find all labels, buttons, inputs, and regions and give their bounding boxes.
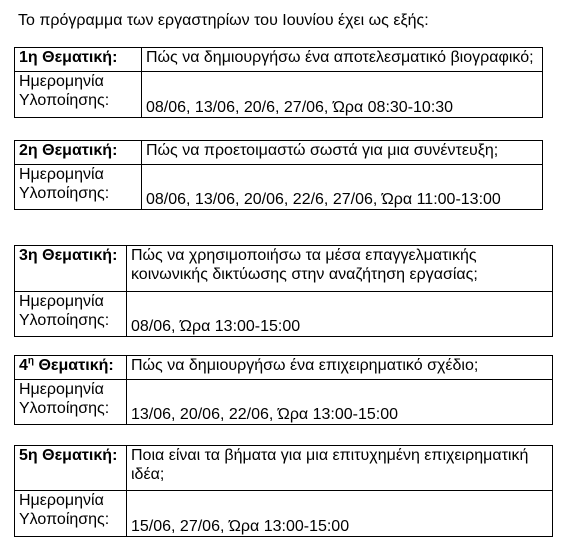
date-value xyxy=(127,380,553,425)
date-label-line2: Υλοποίησης: xyxy=(19,92,110,109)
topic-label-rest: Θεματική: xyxy=(34,357,114,374)
date-label-line1: Ημερομηνία xyxy=(19,166,104,183)
workshop-5-table xyxy=(14,445,553,537)
topic-value: Πώς να προετοιμαστώ σωστά για μια συνέντευξη; xyxy=(142,141,543,165)
topic-value: Πώς να δημιουργήσω ένα επιχειρηματικό σχέδιο; xyxy=(127,356,553,380)
topic-value: Πώς να χρησιμοποιήσω τα μέσα επαγγελματικής κοινωνικής δικτύωσης στην αναζήτηση εργασίας; xyxy=(127,246,553,292)
date-value xyxy=(127,292,553,337)
date-row xyxy=(15,165,543,210)
topic-value: Πώς να δημιουργήσω ένα αποτελεσματικό βιογραφικό; xyxy=(142,48,543,72)
topic-label-superscript: η xyxy=(27,355,35,367)
topic-label xyxy=(15,356,127,380)
topic-value: Ποια είναι τα βήματα για μια επιτυχημένη επιχειρηματική ιδέα; xyxy=(127,446,553,491)
date-label xyxy=(15,165,142,210)
topic-label: 1η Θεματική: xyxy=(15,48,142,72)
topic-row xyxy=(15,446,553,491)
workshop-3-table xyxy=(14,245,553,337)
topic-row xyxy=(15,141,543,165)
topic-label-number: 4 xyxy=(19,357,28,374)
date-row xyxy=(15,491,553,537)
topic-row xyxy=(15,356,553,380)
date-label-line2: Υλοποίησης: xyxy=(19,185,110,202)
date-label-line1: Ημερομηνία xyxy=(19,492,104,509)
topic-label: 5η Θεματική: xyxy=(15,446,127,491)
date-label xyxy=(15,491,127,537)
topic-label: 3η Θεματική: xyxy=(15,246,127,292)
date-value xyxy=(142,72,543,118)
date-value-text: 13/06, 20/06, 22/06, Ώρα 13:00-15:00 xyxy=(131,406,399,423)
date-label-line1: Ημερομηνία xyxy=(19,293,104,310)
date-value xyxy=(127,491,553,537)
date-label-line1: Ημερομηνία xyxy=(19,381,104,398)
date-value-text: 08/06, Ώρα 13:00-15:00 xyxy=(131,318,301,335)
workshop-1-table xyxy=(14,47,543,118)
workshop-2-table xyxy=(14,140,543,210)
date-value-text: 08/06, 13/06, 20/6, 27/06, Ώρα 08:30-10:30 xyxy=(146,99,454,116)
date-row xyxy=(15,72,543,118)
date-value-text: 08/06, 13/06, 20/06, 22/6, 27/06, Ώρα 11:00-13:00 xyxy=(146,191,501,208)
date-value xyxy=(142,165,543,210)
topic-label: 2η Θεματική: xyxy=(15,141,142,165)
date-row xyxy=(15,292,553,337)
date-label xyxy=(15,72,142,118)
date-label-line1: Ημερομηνία xyxy=(19,73,104,90)
date-label xyxy=(15,292,127,337)
date-value-text: 15/06, 27/06, Ώρα 13:00-15:00 xyxy=(131,518,350,535)
date-label-line2: Υλοποίησης: xyxy=(19,511,110,528)
topic-row xyxy=(15,48,543,72)
topic-row xyxy=(15,246,553,292)
date-label-line2: Υλοποίησης: xyxy=(19,312,110,329)
date-row xyxy=(15,380,553,425)
intro-text: Το πρόγραμμα των εργαστηρίων του Ιουνίου έχει ως εξής: xyxy=(18,12,429,29)
date-label-line2: Υλοποίησης: xyxy=(19,400,110,417)
workshop-4-table xyxy=(14,355,553,425)
date-label xyxy=(15,380,127,425)
